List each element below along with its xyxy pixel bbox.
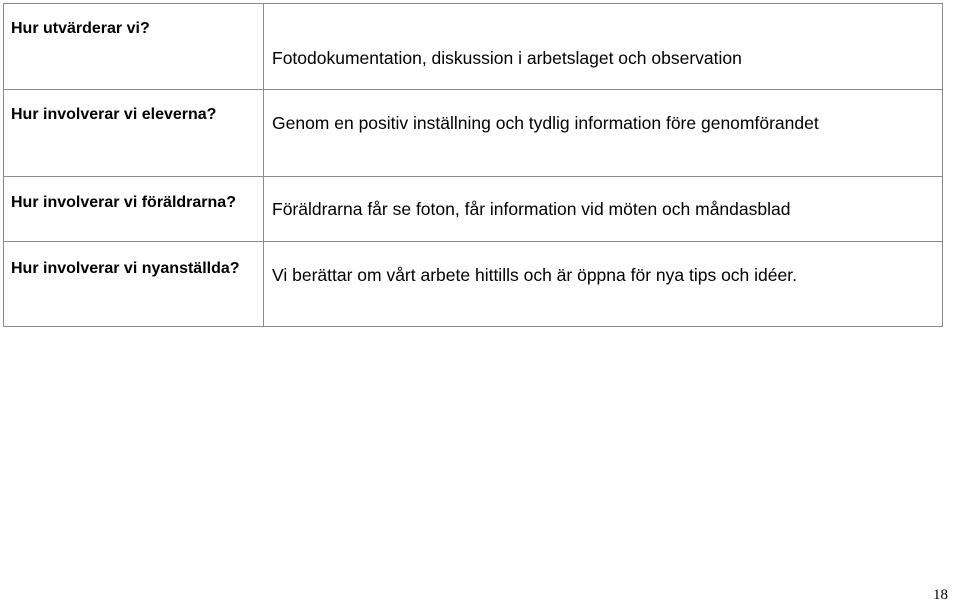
answer-cell: Fotodokumentation, diskussion i arbetslaget och observation <box>264 4 943 90</box>
table-row <box>4 90 943 177</box>
answer-cell: Föräldrarna får se foton, får information vid möten och måndasblad <box>264 177 943 242</box>
question-cell: Hur utvärderar vi? <box>4 4 264 90</box>
answer-cell: Genom en positiv inställning och tydlig information före genomförandet <box>264 90 943 177</box>
question-cell: Hur involverar vi eleverna? <box>4 90 264 177</box>
table-row <box>4 177 943 242</box>
table-row <box>4 4 943 90</box>
evaluation-table <box>3 3 943 327</box>
question-cell: Hur involverar vi föräldrarna? <box>4 177 264 242</box>
page-number: 18 <box>933 587 948 603</box>
question-cell: Hur involverar vi nyanställda? <box>4 242 264 327</box>
answer-cell: Vi berättar om vårt arbete hittills och är öppna för nya tips och idéer. <box>264 242 943 327</box>
table-row <box>4 242 943 327</box>
